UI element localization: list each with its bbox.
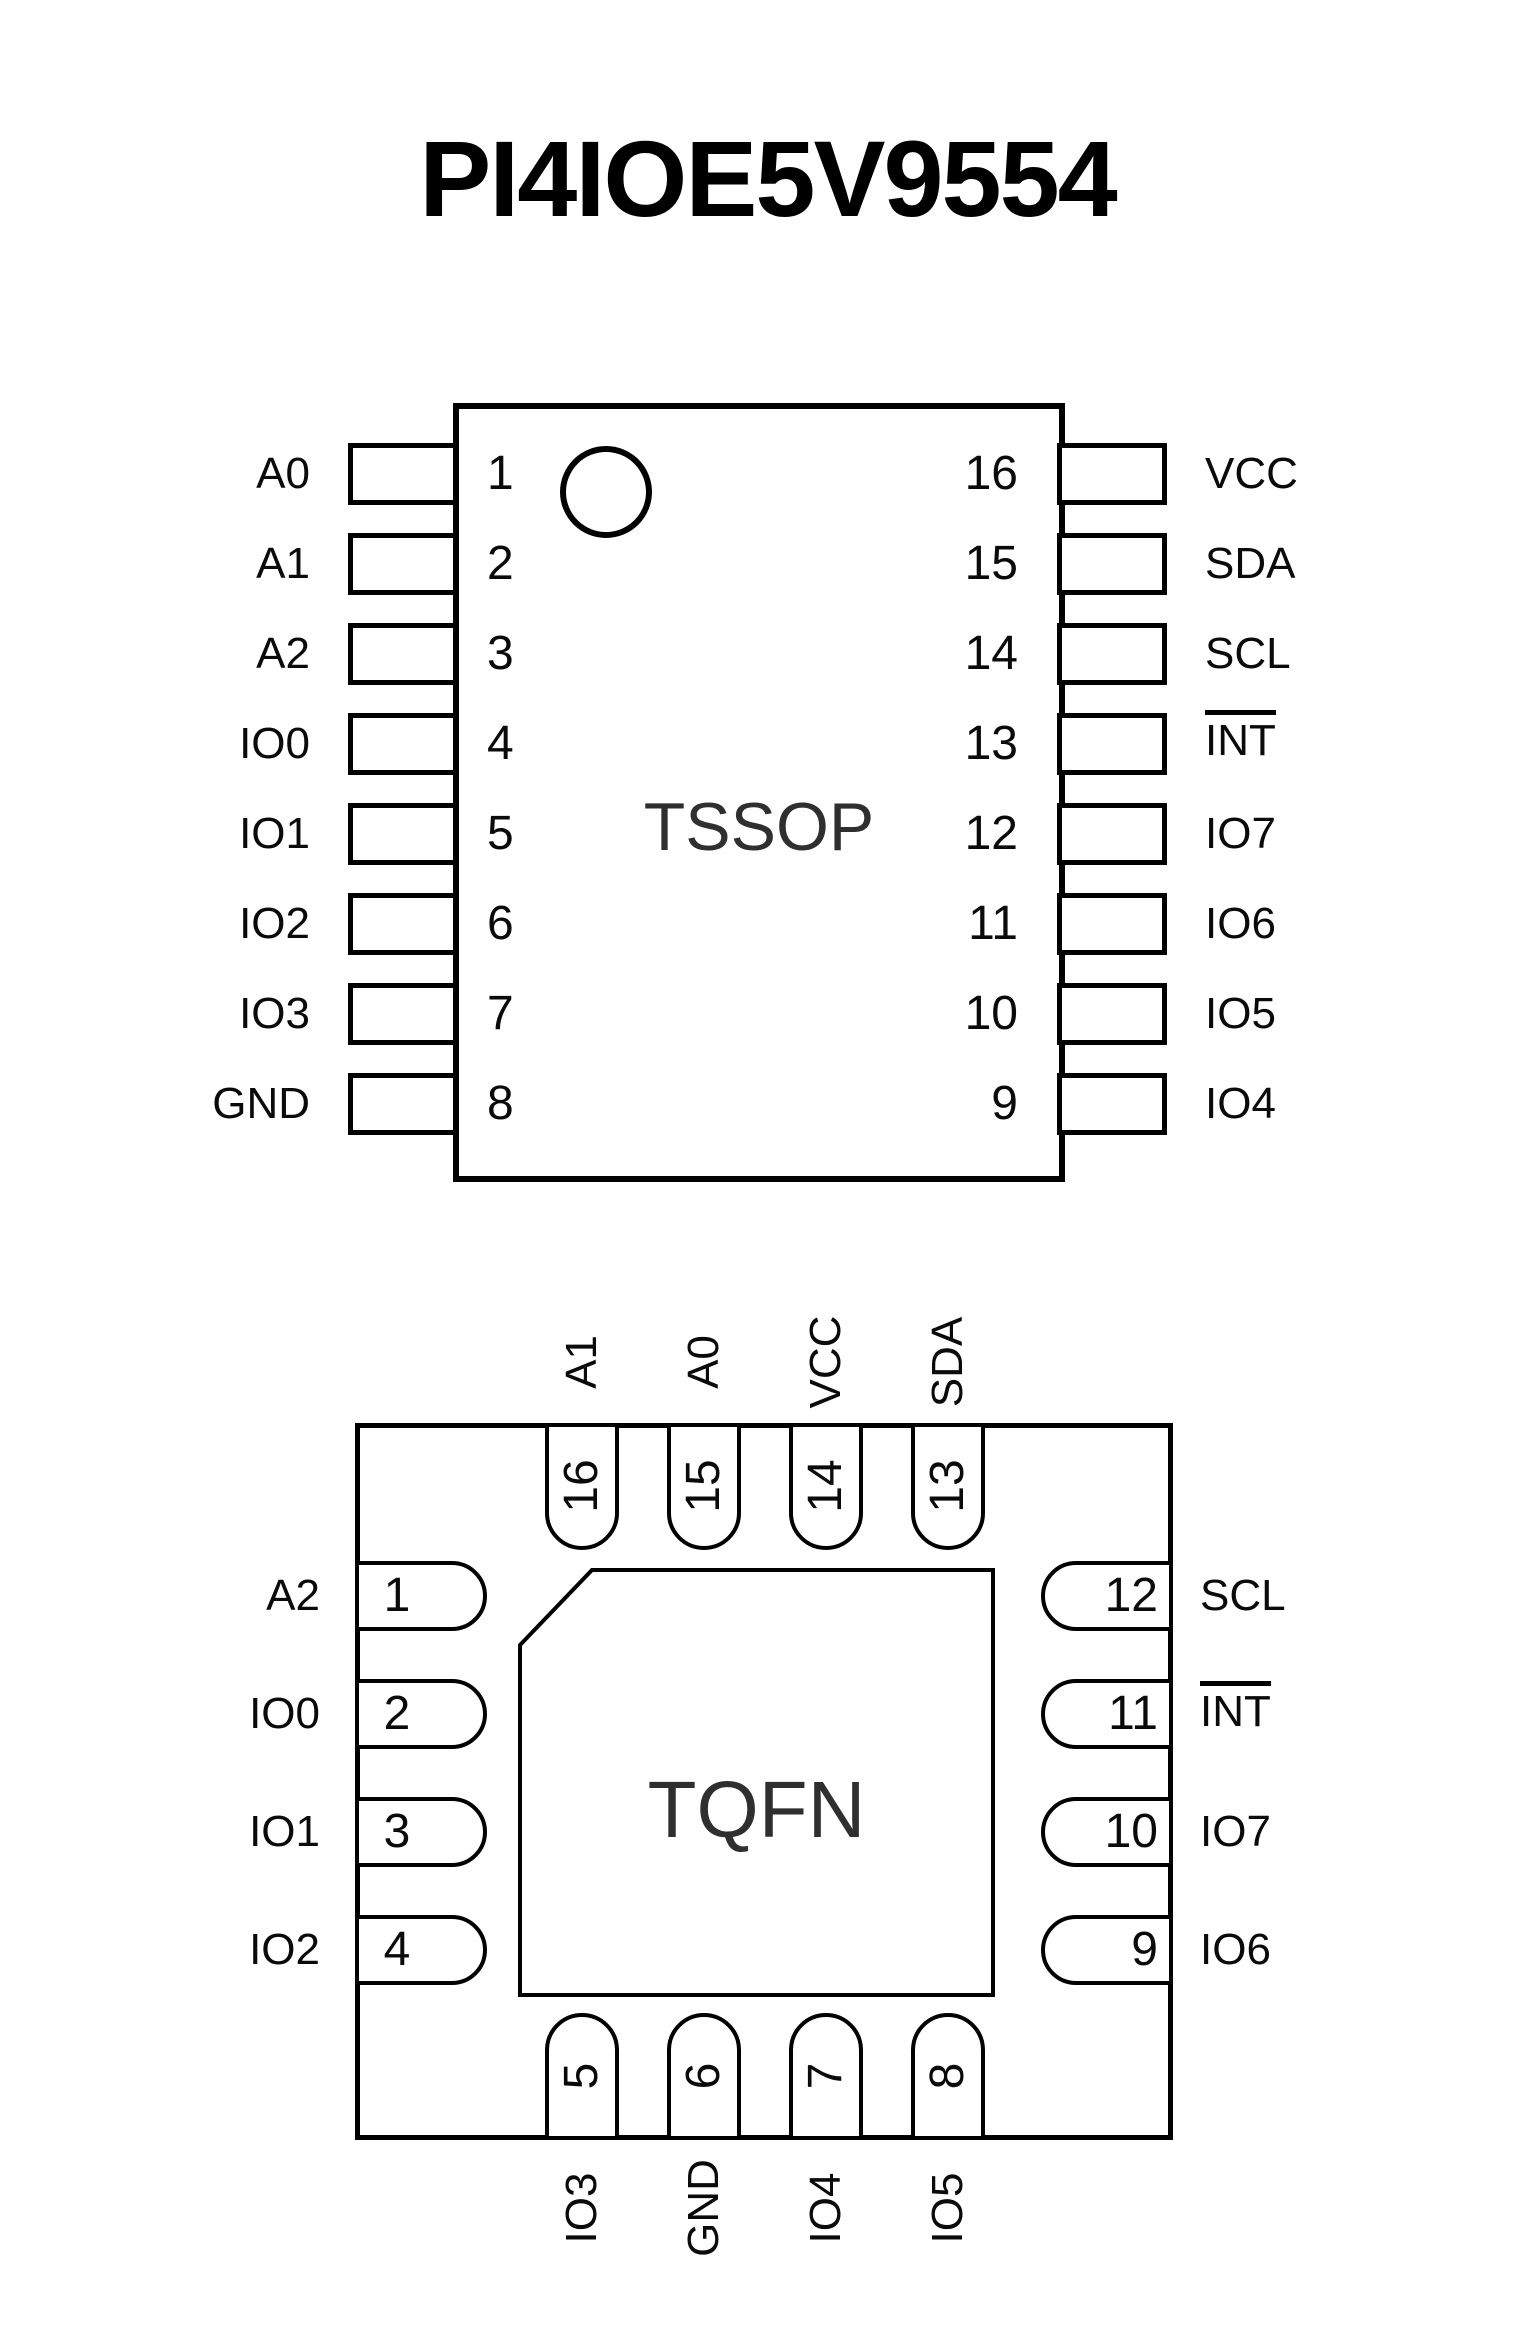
tssop-pin-number: 13: [964, 717, 1018, 770]
tssop-package-label: TSSOP: [643, 789, 875, 865]
tssop-pin-label: IO3: [239, 989, 310, 1038]
tqfn-pin-number: 9: [1131, 1923, 1158, 1976]
tssop-pin-number: 16: [964, 447, 1018, 500]
tssop-pin-box-7: [348, 983, 458, 1045]
tqfn-pin-label: SCL: [1200, 1571, 1286, 1620]
tssop-pin-label: A1: [256, 539, 310, 588]
tssop-pin-number: 11: [968, 897, 1018, 950]
tqfn-pin-label: IO7: [1200, 1807, 1271, 1856]
tssop-pin-box-1: [348, 443, 458, 505]
tssop-pin-box-15: [1057, 533, 1167, 595]
tqfn-package-label: TQFN: [647, 1765, 866, 1854]
tssop-pin-box-4: [348, 713, 458, 775]
tssop-pin-number: 7: [487, 987, 514, 1040]
tssop-pin-label: A2: [256, 629, 310, 678]
tqfn-pin-label: GND: [679, 2159, 728, 2257]
tssop-pin-label: IO1: [239, 809, 310, 858]
tssop-pin-label: VCC: [1205, 449, 1298, 498]
tqfn-pin-label: A1: [557, 1335, 606, 1389]
tqfn-pin-label: SDA: [923, 1316, 972, 1408]
tssop-pin-box-2: [348, 533, 458, 595]
tssop-pin-number: 12: [964, 807, 1018, 860]
tssop-pin-number: 4: [487, 717, 514, 770]
tqfn-pin-number: 2: [383, 1687, 411, 1740]
tssop-pin-number: 2: [487, 537, 514, 590]
tssop-pin-label: IO0: [239, 719, 310, 768]
int-overline-label: INT: [1205, 710, 1276, 764]
tssop-pin-number: 3: [487, 627, 514, 680]
tqfn-pin-number: 10: [1104, 1805, 1158, 1858]
tqfn-pin-number: 14: [799, 1459, 852, 1513]
tqfn-pin-number: 3: [383, 1805, 411, 1858]
tssop-pin-box-10: [1057, 983, 1167, 1045]
tssop-pin-box-6: [348, 893, 458, 955]
tssop-pin-box-3: [348, 623, 458, 685]
tqfn-pin-number: 12: [1104, 1569, 1158, 1622]
tssop-pin-label: A0: [256, 449, 310, 498]
tssop-pin-label: SDA: [1205, 539, 1296, 588]
tqfn-pin-label-int: [1200, 1681, 1430, 1738]
tqfn-pin-label: IO3: [557, 2172, 606, 2244]
tqfn-pin-number: 13: [921, 1459, 974, 1513]
tqfn-pin-label: IO1: [249, 1807, 320, 1856]
tssop-pin-label: SCL: [1205, 629, 1291, 678]
tqfn-pin-label: IO2: [249, 1925, 320, 1974]
tqfn-pin-label: IO6: [1200, 1925, 1271, 1974]
tqfn-pin-label: IO0: [249, 1689, 320, 1738]
tssop-pin-box-9: [1057, 1073, 1167, 1135]
tssop-pin-label: IO4: [1205, 1079, 1276, 1128]
tssop-pin-box-5: [348, 803, 458, 865]
pin1-indicator-circle: [560, 446, 652, 538]
tssop-pin-label: IO6: [1205, 899, 1276, 948]
tqfn-pin-number: 16: [555, 1459, 608, 1513]
tqfn-pin-number: 7: [799, 2062, 852, 2090]
tssop-pin-box-8: [348, 1073, 458, 1135]
tssop-pin-number: 15: [964, 537, 1018, 590]
tssop-pin-number: 6: [487, 897, 514, 950]
tssop-pin-label: IO5: [1205, 989, 1276, 1038]
tssop-pin-box-14: [1057, 623, 1167, 685]
tssop-pin-label: IO7: [1205, 809, 1276, 858]
tqfn-pin-label: A0: [679, 1335, 728, 1389]
tqfn-pin-label: A2: [266, 1571, 320, 1620]
tqfn-pin-label: IO4: [801, 2172, 850, 2244]
tqfn-pin-number: 4: [383, 1923, 411, 1976]
tqfn-pin-number: 1: [383, 1569, 411, 1622]
tssop-pin-box-16: [1057, 443, 1167, 505]
tssop-pin-number: 5: [487, 807, 514, 860]
tssop-pin-label: IO2: [239, 899, 310, 948]
tssop-pin-number: 9: [991, 1077, 1018, 1130]
chip-title: PI4IOE5V9554: [419, 118, 1116, 239]
tqfn-pin-number: 15: [677, 1459, 730, 1513]
tssop-pin-box-11: [1057, 893, 1167, 955]
tssop-pin-label: GND: [212, 1079, 310, 1128]
tssop-pin-number: 1: [487, 447, 514, 500]
tqfn-pin-number: 5: [555, 2062, 608, 2090]
tqfn-pin-label: VCC: [801, 1315, 850, 1409]
tssop-pin-box-13: [1057, 713, 1167, 775]
tqfn-pin-number: 8: [921, 2062, 974, 2090]
tssop-pin-number: 14: [964, 627, 1018, 680]
tssop-pin-label-int: [1205, 710, 1425, 767]
tqfn-pin-number: 11: [1108, 1687, 1158, 1740]
tssop-pin-box-12: [1057, 803, 1167, 865]
int-overline-label: INT: [1200, 1681, 1271, 1735]
tqfn-pin-label: IO5: [923, 2172, 972, 2244]
tssop-pin-number: 10: [964, 987, 1018, 1040]
tssop-pin-number: 8: [487, 1077, 514, 1130]
tqfn-pin-number: 6: [677, 2062, 730, 2090]
